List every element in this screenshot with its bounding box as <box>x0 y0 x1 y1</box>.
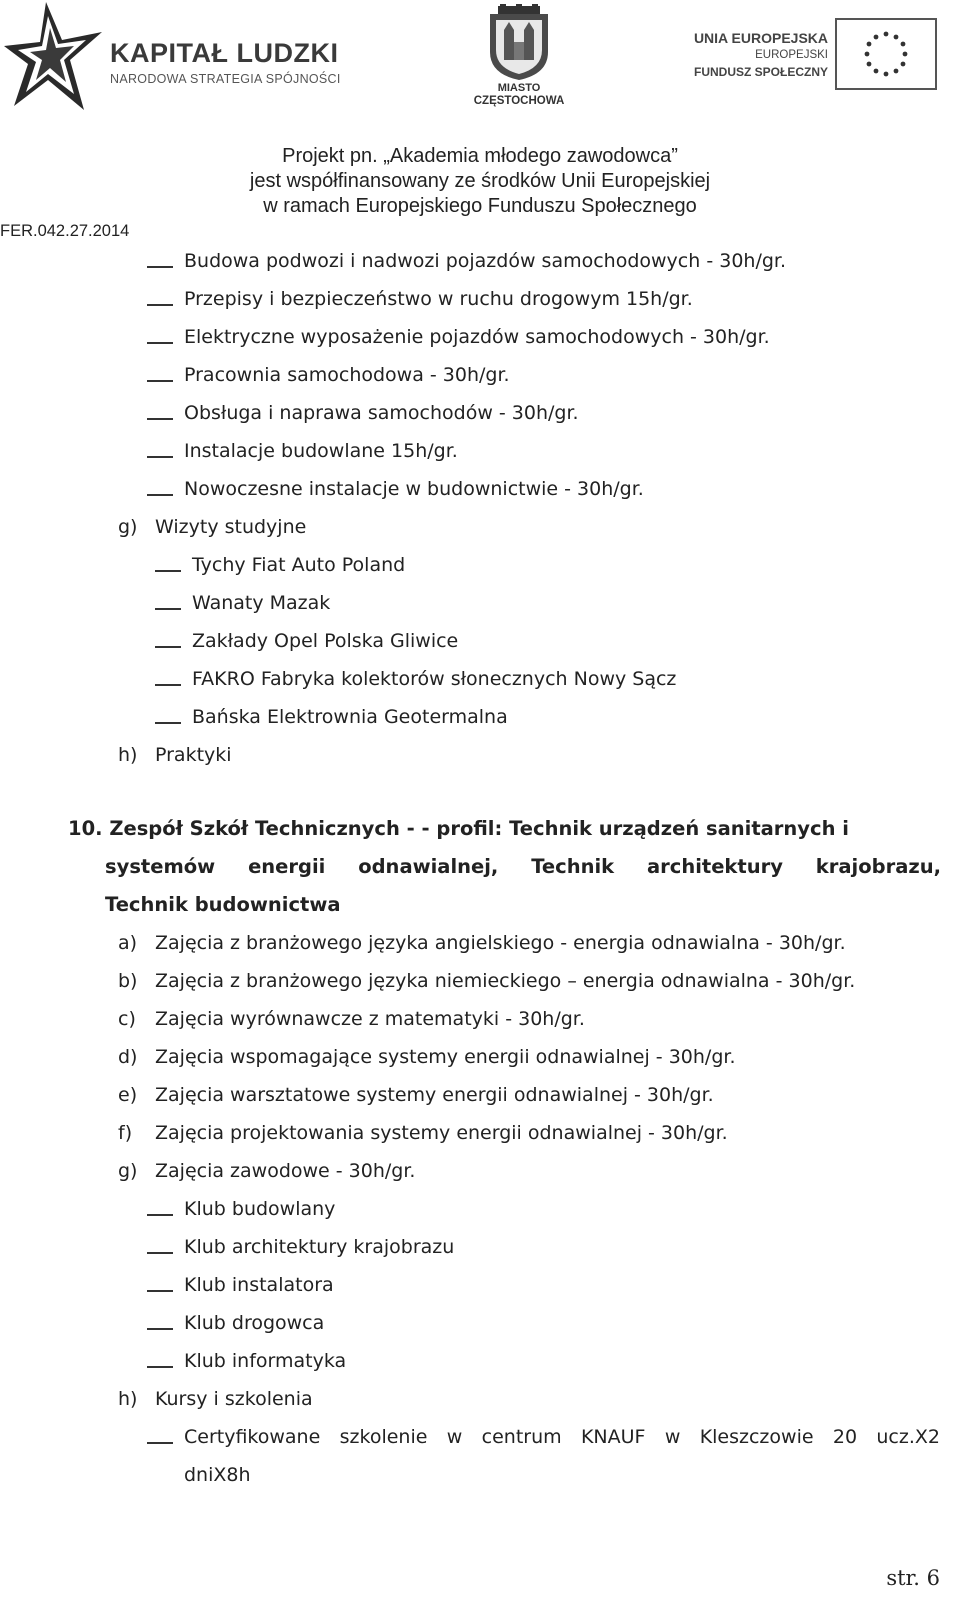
cert-word: Kleszczowie <box>699 1426 814 1448</box>
list-item: Przepisy i bezpieczeństwo w ruchu drogowym 15h/gr. <box>184 288 693 310</box>
page-number: str. 6 <box>886 1566 940 1590</box>
dash-bullet <box>147 1290 173 1292</box>
star-burst-icon <box>4 2 104 112</box>
heading-word: energii <box>248 855 326 878</box>
list-item: Zajęcia wspomagające systemy energii odnawialnej - 30h/gr. <box>155 1046 736 1068</box>
list-marker: h) <box>118 1388 138 1410</box>
cert-word: Certyfikowane <box>184 1426 321 1448</box>
dash-bullet <box>147 266 173 268</box>
cert-word: ucz.X2 <box>876 1426 940 1448</box>
heading-word: systemów <box>105 855 216 878</box>
coat-of-arms-icon <box>460 4 578 80</box>
eu-logo-line3: FUNDUSZ SPOŁECZNY <box>693 65 828 79</box>
club-item: Klub instalatora <box>184 1274 334 1296</box>
city-logo-line2: CZĘSTOCHOWA <box>473 95 565 107</box>
heading-word: krajobrazu, <box>815 855 941 878</box>
heading-word: odnawialnej, <box>358 855 499 878</box>
dash-bullet <box>147 304 173 306</box>
list-marker: g) <box>118 1160 138 1182</box>
city-crest-logo <box>460 4 578 112</box>
eu-flag-icon <box>835 18 937 90</box>
list-marker: e) <box>118 1084 138 1106</box>
dash-bullet <box>147 1328 173 1330</box>
dash-bullet <box>147 1252 173 1254</box>
list-marker: h) <box>118 744 138 766</box>
list-item: Obsługa i naprawa samochodów - 30h/gr. <box>184 402 579 424</box>
dash-bullet <box>155 646 181 648</box>
dash-bullet <box>147 1442 173 1444</box>
dash-bullet <box>147 1366 173 1368</box>
list-marker: b) <box>118 970 138 992</box>
list-item: Zajęcia z branżowego języka niemieckiego – energia odnawialna - 30h/gr. <box>155 970 856 992</box>
certification-line1 <box>184 1426 940 1448</box>
dash-bullet <box>155 684 181 686</box>
kapital-ludzki-logo <box>4 2 354 112</box>
dash-bullet <box>147 380 173 382</box>
list-item: Instalacje budowlane 15h/gr. <box>184 440 458 462</box>
list-item: Zajęcia wyrównawcze z matematyki - 30h/gr. <box>155 1008 585 1030</box>
certification-line2: dniX8h <box>184 1464 251 1486</box>
section-heading-line2 <box>105 855 941 878</box>
list-item: Zakłady Opel Polska Gliwice <box>192 630 459 652</box>
list-item: FAKRO Fabryka kolektorów słonecznych Nowy Sącz <box>192 668 677 690</box>
heading-word: architektury <box>646 855 783 878</box>
list-marker: c) <box>118 1008 136 1030</box>
dash-bullet <box>147 1214 173 1216</box>
section-label: Praktyki <box>155 744 232 766</box>
section-heading-line3: Technik budownictwa <box>105 893 341 916</box>
list-marker: d) <box>118 1046 138 1068</box>
section-label: Wizyty studyjne <box>155 516 307 538</box>
list-item: Bańska Elektrownia Geotermalna <box>192 706 508 728</box>
list-item: Budowa podwozi i nadwozi pojazdów samochodowych - 30h/gr. <box>184 250 787 272</box>
city-logo-line1: MIASTO <box>497 82 541 94</box>
dash-bullet <box>155 570 181 572</box>
list-item: Zajęcia z branżowego języka angielskiego - energia odnawialna - 30h/gr. <box>155 932 846 954</box>
cert-word: 20 <box>832 1426 858 1448</box>
list-marker: a) <box>118 932 138 954</box>
dash-bullet <box>147 494 173 496</box>
logo-title: KAPITAŁ LUDZKI <box>110 38 339 68</box>
heading-word: Technik <box>531 855 615 878</box>
list-item: Zajęcia warsztatowe systemy energii odnawialnej - 30h/gr. <box>155 1084 714 1106</box>
dash-bullet <box>147 418 173 420</box>
club-item: Klub informatyka <box>184 1350 347 1372</box>
club-item: Klub drogowca <box>184 1312 325 1334</box>
list-item: Zajęcia projektowania systemy energii odnawialnej - 30h/gr. <box>155 1122 728 1144</box>
club-item: Klub budowlany <box>184 1198 336 1220</box>
list-marker: f) <box>118 1122 133 1144</box>
list-item: Wanaty Mazak <box>192 592 331 614</box>
dash-bullet <box>147 456 173 458</box>
list-marker: g) <box>118 516 138 538</box>
list-item: Elektryczne wyposażenie pojazdów samochodowych - 30h/gr. <box>184 326 770 348</box>
section-heading-line1: 10. Zespół Szkół Technicznych - - profil: Technik urządzeń sanitarnych i <box>68 817 849 840</box>
project-code: FER.042.27.2014 <box>0 222 130 240</box>
list-item: Pracownia samochodowa - 30h/gr. <box>184 364 510 386</box>
eu-logo <box>690 18 952 98</box>
project-title: Projekt pn. „Akademia młodego zawodowca” <box>282 145 678 167</box>
cert-word: w <box>664 1426 681 1448</box>
list-item: Zajęcia zawodowe - 30h/gr. <box>155 1160 416 1182</box>
cert-word: KNAUF <box>580 1426 646 1448</box>
project-fund-line: w ramach Europejskiego Funduszu Społecznego <box>263 195 697 217</box>
eu-logo-line2: EUROPEJSKI <box>755 49 828 61</box>
dash-bullet <box>147 342 173 344</box>
dash-bullet <box>155 608 181 610</box>
dash-bullet <box>155 722 181 724</box>
cert-word: centrum <box>481 1426 562 1448</box>
section-label: Kursy i szkolenia <box>155 1388 313 1410</box>
list-item: Tychy Fiat Auto Poland <box>192 554 406 576</box>
club-item: Klub architektury krajobrazu <box>184 1236 455 1258</box>
cert-word: w <box>446 1426 463 1448</box>
list-item: Nowoczesne instalacje w budownictwie - 30h/gr. <box>184 478 644 500</box>
eu-logo-line1: UNIA EUROPEJSKA <box>693 30 828 46</box>
logo-subtitle: NARODOWA STRATEGIA SPÓJNOŚCI <box>110 72 341 86</box>
project-cofinance-line: jest współfinansowany ze środków Unii Europejskiej <box>249 170 711 192</box>
cert-word: szkolenie <box>339 1426 428 1448</box>
